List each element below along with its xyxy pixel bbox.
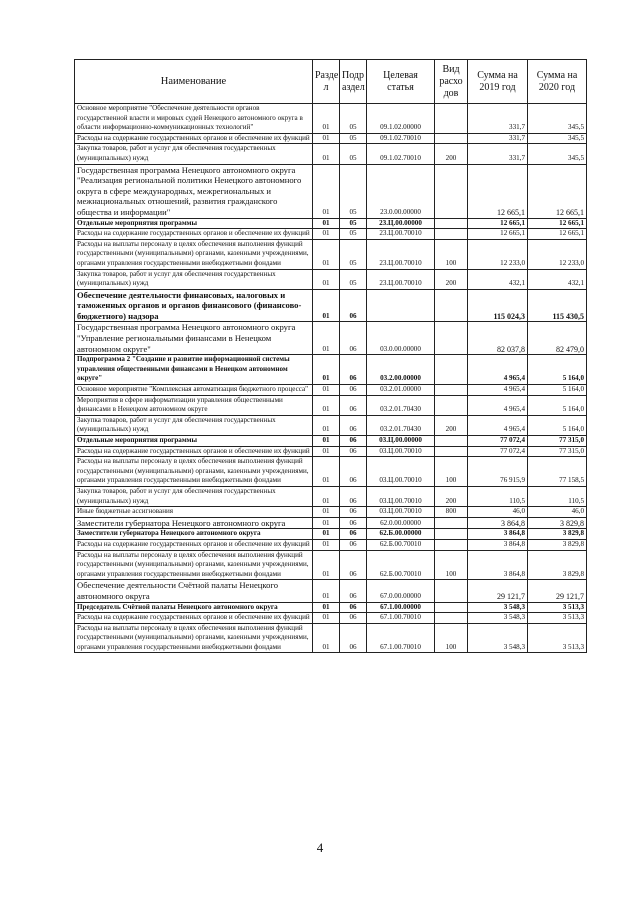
- cell-target: 03.2.01.70430: [367, 415, 435, 435]
- cell-sum-2020: 82 479,0: [528, 322, 587, 355]
- cell-sum-2020: 77 315,0: [528, 436, 587, 447]
- cell-sum-2020: 5 164,0: [528, 395, 587, 415]
- cell-sum-2019: 12 233,0: [468, 239, 528, 269]
- cell-sum-2020: 29 121,7: [528, 580, 587, 602]
- cell-sum-2019: 4 965,4: [468, 355, 528, 385]
- cell-expense-type: 800: [435, 507, 468, 518]
- cell-section: 01: [313, 613, 340, 624]
- table-row: [75, 322, 587, 355]
- cell-sum-2020: 46,0: [528, 507, 587, 518]
- cell-subsection: 06: [340, 623, 367, 653]
- cell-name: Основное мероприятие "Комплексная автоматизация бюджетного процесса": [75, 385, 313, 396]
- cell-subsection: 06: [340, 529, 367, 540]
- cell-section: 01: [313, 602, 340, 613]
- cell-expense-type: [435, 322, 468, 355]
- cell-name: Закупка товаров, работ и услуг для обеспечения государственных (муниципальных) нужд: [75, 415, 313, 435]
- cell-sum-2020: 12 665,1: [528, 218, 587, 229]
- cell-target: 62.Б.00.70010: [367, 550, 435, 580]
- cell-name: Отдельные мероприятия программы: [75, 436, 313, 447]
- cell-name: Расходы на выплаты персоналу в целях обеспечения выполнения функций государственными (муниципальными) органами, казенными учреждениями, органами управления государственными внебюджетными фондами: [75, 550, 313, 580]
- cell-section: 01: [313, 218, 340, 229]
- cell-expense-type: [435, 229, 468, 240]
- table-row: [75, 486, 587, 506]
- cell-subsection: 06: [340, 613, 367, 624]
- cell-name: Председатель Счётной палаты Ненецкого автономного округа: [75, 602, 313, 613]
- cell-target: 67.1.00.70010: [367, 623, 435, 653]
- cell-section: 01: [313, 529, 340, 540]
- cell-expense-type: 200: [435, 486, 468, 506]
- cell-expense-type: [435, 133, 468, 144]
- cell-section: 01: [313, 415, 340, 435]
- cell-subsection: 06: [340, 507, 367, 518]
- cell-name: Государственная программа Ненецкого автономного округа "Управление региональными финансами в Ненецком автономном округе": [75, 322, 313, 355]
- cell-expense-type: 100: [435, 239, 468, 269]
- cell-sum-2020: 3 829,8: [528, 550, 587, 580]
- page-number: 4: [316, 840, 324, 855]
- cell-subsection: 06: [340, 580, 367, 602]
- cell-section: 01: [313, 385, 340, 396]
- cell-section: 01: [313, 133, 340, 144]
- cell-name: Заместители губернатора Ненецкого автономного округа: [75, 517, 313, 529]
- cell-target: 03.Ц.00.70010: [367, 457, 435, 487]
- header-section: Разде л: [313, 60, 340, 104]
- cell-subsection: 06: [340, 457, 367, 487]
- cell-section: 01: [313, 457, 340, 487]
- cell-name: Обеспечение деятельности финансовых, налоговых и таможенных органов и органов финансового (финансово-бюджетного) надзора: [75, 289, 313, 322]
- cell-target: 03.2.01.70430: [367, 395, 435, 415]
- table-row: [75, 144, 587, 164]
- header-sum-2019: Сумма на 2019 год: [468, 60, 528, 104]
- cell-sum-2019: 3 864,8: [468, 517, 528, 529]
- cell-name: Расходы на выплаты персоналу в целях обеспечения выполнения функций государственными (муниципальными) органами, казенными учреждениями, органами управления государственными внебюджетными фондами: [75, 457, 313, 487]
- cell-expense-type: [435, 218, 468, 229]
- table-row: [75, 239, 587, 269]
- cell-name: Расходы на содержание государственных органов и обеспечение их функций: [75, 133, 313, 144]
- cell-name: Расходы на содержание государственных органов и обеспечение их функций: [75, 446, 313, 457]
- cell-name: Расходы на выплаты персоналу в целях обеспечения выполнения функций государственными (муниципальными) органами, казенными учреждениями, органами управления государственными внебюджетными фондами: [75, 623, 313, 653]
- cell-expense-type: [435, 289, 468, 322]
- cell-sum-2019: 82 037,8: [468, 322, 528, 355]
- cell-subsection: 05: [340, 229, 367, 240]
- cell-target: 62.Б.00.70010: [367, 539, 435, 550]
- cell-sum-2019: 115 024,3: [468, 289, 528, 322]
- table-header-row: [75, 60, 587, 104]
- cell-name: Расходы на выплаты персоналу в целях обеспечения выполнения функций государственными (муниципальными) органами, казенными учреждениями, органами управления государственными внебюджетными фондами: [75, 239, 313, 269]
- cell-expense-type: [435, 539, 468, 550]
- cell-name: Закупка товаров, работ и услуг для обеспечения государственных (муниципальных) нужд: [75, 486, 313, 506]
- cell-subsection: 05: [340, 133, 367, 144]
- cell-section: 01: [313, 104, 340, 134]
- cell-sum-2019: 12 665,1: [468, 229, 528, 240]
- cell-sum-2019: 3 548,3: [468, 623, 528, 653]
- cell-expense-type: 100: [435, 550, 468, 580]
- cell-sum-2019: 12 665,1: [468, 164, 528, 218]
- cell-sum-2019: 4 965,4: [468, 415, 528, 435]
- cell-target: 03.Ц.00.70010: [367, 446, 435, 457]
- cell-target: 09.1.02.00000: [367, 104, 435, 134]
- cell-section: 01: [313, 436, 340, 447]
- cell-section: 01: [313, 229, 340, 240]
- cell-sum-2020: 345,5: [528, 144, 587, 164]
- table-row: [75, 355, 587, 385]
- cell-subsection: 06: [340, 289, 367, 322]
- cell-subsection: 06: [340, 322, 367, 355]
- cell-subsection: 06: [340, 355, 367, 385]
- cell-section: 01: [313, 550, 340, 580]
- cell-expense-type: 200: [435, 269, 468, 289]
- cell-section: 01: [313, 355, 340, 385]
- cell-sum-2019: 12 665,1: [468, 218, 528, 229]
- cell-section: 01: [313, 539, 340, 550]
- cell-target: 23.Ц.00.70010: [367, 229, 435, 240]
- cell-subsection: 06: [340, 415, 367, 435]
- cell-sum-2019: 331,7: [468, 104, 528, 134]
- table-row: [75, 229, 587, 240]
- cell-sum-2019: 110,5: [468, 486, 528, 506]
- cell-name: Закупка товаров, работ и услуг для обеспечения государственных (муниципальных) нужд: [75, 144, 313, 164]
- cell-target: 03.2.01.00000: [367, 385, 435, 396]
- cell-sum-2020: 5 164,0: [528, 385, 587, 396]
- cell-sum-2020: 12 233,0: [528, 239, 587, 269]
- cell-sum-2020: 115 430,5: [528, 289, 587, 322]
- cell-target: 23.0.00.00000: [367, 164, 435, 218]
- cell-name: Расходы на содержание государственных органов и обеспечение их функций: [75, 613, 313, 624]
- header-target: Целевая статья: [367, 60, 435, 104]
- cell-subsection: 05: [340, 104, 367, 134]
- cell-name: Подпрограмма 2 "Создание и развитие информационной системы управления общественными финансами в Ненецком автономном округе": [75, 355, 313, 385]
- cell-section: 01: [313, 395, 340, 415]
- table-body: [75, 104, 587, 653]
- cell-subsection: 06: [340, 602, 367, 613]
- table-row: [75, 446, 587, 457]
- header-sum-2020: Сумма на 2020 год: [528, 60, 587, 104]
- cell-expense-type: [435, 602, 468, 613]
- cell-sum-2020: 432,1: [528, 269, 587, 289]
- cell-expense-type: [435, 613, 468, 624]
- cell-sum-2020: 345,5: [528, 133, 587, 144]
- table-row: [75, 269, 587, 289]
- cell-target: 09.1.02.70010: [367, 133, 435, 144]
- table-row: [75, 613, 587, 624]
- table-row: [75, 436, 587, 447]
- cell-target: 03.0.00.00000: [367, 322, 435, 355]
- cell-sum-2020: 3 829,8: [528, 539, 587, 550]
- cell-sum-2020: 5 164,0: [528, 355, 587, 385]
- cell-section: 01: [313, 446, 340, 457]
- cell-sum-2019: 3 864,8: [468, 539, 528, 550]
- cell-expense-type: [435, 446, 468, 457]
- cell-sum-2019: 3 548,3: [468, 613, 528, 624]
- cell-name: Мероприятия в сфере информатизации управления общественными финансами в Ненецком автономном округе: [75, 395, 313, 415]
- cell-name: Закупка товаров, работ и услуг для обеспечения государственных (муниципальных) нужд: [75, 269, 313, 289]
- cell-section: 01: [313, 623, 340, 653]
- cell-sum-2019: 3 864,8: [468, 550, 528, 580]
- cell-sum-2019: 3 864,8: [468, 529, 528, 540]
- cell-subsection: 06: [340, 436, 367, 447]
- cell-subsection: 06: [340, 539, 367, 550]
- cell-target: 67.0.00.00000: [367, 580, 435, 602]
- cell-sum-2019: 4 965,4: [468, 395, 528, 415]
- cell-subsection: 06: [340, 446, 367, 457]
- cell-expense-type: [435, 395, 468, 415]
- cell-subsection: 05: [340, 164, 367, 218]
- cell-subsection: 05: [340, 239, 367, 269]
- cell-subsection: 05: [340, 269, 367, 289]
- cell-subsection: 06: [340, 395, 367, 415]
- cell-subsection: 05: [340, 218, 367, 229]
- cell-sum-2020: 3 829,8: [528, 517, 587, 529]
- cell-sum-2019: 432,1: [468, 269, 528, 289]
- cell-expense-type: 200: [435, 415, 468, 435]
- cell-sum-2020: 110,5: [528, 486, 587, 506]
- cell-sum-2019: 331,7: [468, 144, 528, 164]
- cell-section: 01: [313, 144, 340, 164]
- cell-section: 01: [313, 507, 340, 518]
- cell-section: 01: [313, 517, 340, 529]
- cell-expense-type: 100: [435, 623, 468, 653]
- cell-sum-2020: 12 665,1: [528, 164, 587, 218]
- table-row: [75, 385, 587, 396]
- cell-sum-2020: 3 513,3: [528, 623, 587, 653]
- table-row: [75, 507, 587, 518]
- cell-section: 01: [313, 289, 340, 322]
- cell-sum-2019: 4 965,4: [468, 385, 528, 396]
- budget-table: [74, 59, 587, 653]
- cell-expense-type: 100: [435, 457, 468, 487]
- cell-subsection: 06: [340, 385, 367, 396]
- cell-subsection: 05: [340, 144, 367, 164]
- table-row: [75, 580, 587, 602]
- header-subsection: Подр аздел: [340, 60, 367, 104]
- cell-subsection: 06: [340, 486, 367, 506]
- cell-target: 62.Б.00.00000: [367, 529, 435, 540]
- cell-sum-2020: 3 829,8: [528, 529, 587, 540]
- cell-expense-type: [435, 580, 468, 602]
- cell-subsection: 06: [340, 517, 367, 529]
- header-expense-type: Вид расхо дов: [435, 60, 468, 104]
- cell-sum-2020: 77 315,0: [528, 446, 587, 457]
- table-row: [75, 164, 587, 218]
- cell-sum-2020: 77 158,5: [528, 457, 587, 487]
- cell-section: 01: [313, 239, 340, 269]
- cell-sum-2019: 46,0: [468, 507, 528, 518]
- cell-expense-type: 200: [435, 144, 468, 164]
- cell-sum-2020: 3 513,3: [528, 602, 587, 613]
- cell-sum-2020: 3 513,3: [528, 613, 587, 624]
- cell-sum-2020: 345,5: [528, 104, 587, 134]
- cell-name: Иные бюджетные ассигнования: [75, 507, 313, 518]
- cell-target: 67.1.00.70010: [367, 613, 435, 624]
- cell-expense-type: [435, 385, 468, 396]
- cell-expense-type: [435, 104, 468, 134]
- cell-section: 01: [313, 164, 340, 218]
- header-name: Наименование: [75, 60, 313, 104]
- cell-section: 01: [313, 486, 340, 506]
- table-row: [75, 623, 587, 653]
- table-row: [75, 415, 587, 435]
- cell-expense-type: [435, 529, 468, 540]
- table-row: [75, 529, 587, 540]
- cell-expense-type: [435, 436, 468, 447]
- cell-target: 03.Ц.00.70010: [367, 507, 435, 518]
- cell-target: 23.Ц.00.70010: [367, 239, 435, 269]
- cell-sum-2019: 76 915,9: [468, 457, 528, 487]
- cell-sum-2019: 331,7: [468, 133, 528, 144]
- cell-subsection: 06: [340, 550, 367, 580]
- table-row: [75, 550, 587, 580]
- table-row: [75, 289, 587, 322]
- cell-target: 67.1.00.00000: [367, 602, 435, 613]
- cell-name: Заместители губернатора Ненецкого автономного округа: [75, 529, 313, 540]
- cell-name: Государственная программа Ненецкого автономного округа "Реализация региональной политики Ненецкого автономного округа в сфере международных, межрегиональных и межнациональных отношений, развития гражданского общества и информации": [75, 164, 313, 218]
- cell-sum-2019: 29 121,7: [468, 580, 528, 602]
- cell-name: Обеспечение деятельности Счётной палаты Ненецкого автономного округа: [75, 580, 313, 602]
- cell-target: 23.Ц.00.00000: [367, 218, 435, 229]
- cell-sum-2020: 5 164,0: [528, 415, 587, 435]
- table-row: [75, 133, 587, 144]
- cell-name: Отдельные мероприятия программы: [75, 218, 313, 229]
- cell-name: Расходы на содержание государственных органов и обеспечение их функций: [75, 229, 313, 240]
- cell-section: 01: [313, 322, 340, 355]
- cell-sum-2019: 77 072,4: [468, 446, 528, 457]
- table-row: [75, 395, 587, 415]
- cell-target: [367, 289, 435, 322]
- table-row: [75, 602, 587, 613]
- cell-name: Расходы на содержание государственных органов и обеспечение их функций: [75, 539, 313, 550]
- cell-section: 01: [313, 580, 340, 602]
- cell-sum-2019: 3 548,3: [468, 602, 528, 613]
- table-row: [75, 218, 587, 229]
- table-row: [75, 539, 587, 550]
- table-row: [75, 104, 587, 134]
- cell-name: Основное мероприятие "Обеспечение деятельности органов государственной власти и мировых судей Ненецкого автономного округа в области информационно-коммуникационных технологий": [75, 104, 313, 134]
- table-row: [75, 517, 587, 529]
- cell-expense-type: [435, 517, 468, 529]
- cell-target: 03.2.00.00000: [367, 355, 435, 385]
- cell-target: 03.Ц.00.70010: [367, 486, 435, 506]
- cell-target: 23.Ц.00.70010: [367, 269, 435, 289]
- table-row: [75, 457, 587, 487]
- cell-target: 09.1.02.70010: [367, 144, 435, 164]
- cell-expense-type: [435, 355, 468, 385]
- cell-expense-type: [435, 164, 468, 218]
- cell-target: 62.0.00.00000: [367, 517, 435, 529]
- cell-sum-2020: 12 665,1: [528, 229, 587, 240]
- cell-sum-2019: 77 072,4: [468, 436, 528, 447]
- cell-target: 03.Ц.00.00000: [367, 436, 435, 447]
- cell-section: 01: [313, 269, 340, 289]
